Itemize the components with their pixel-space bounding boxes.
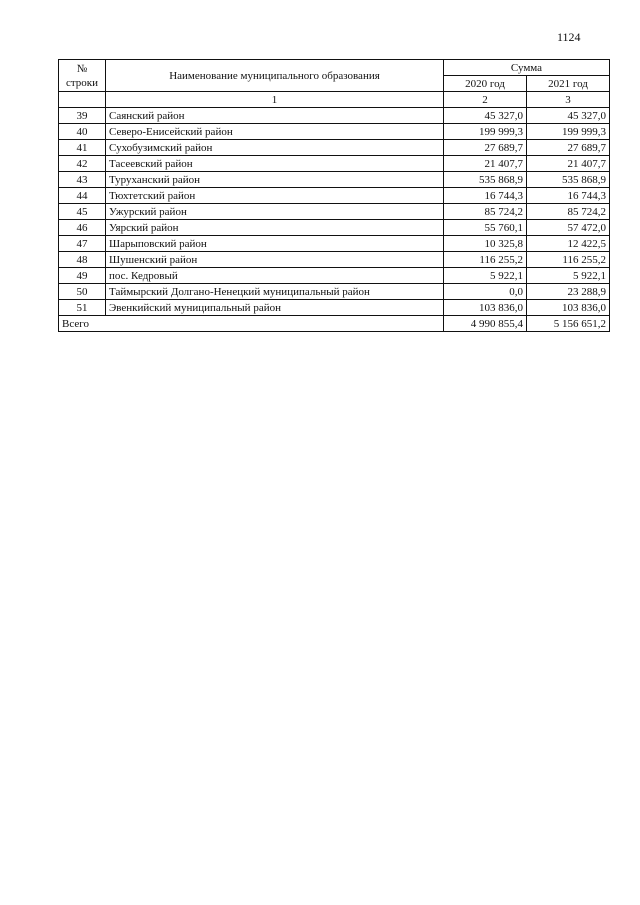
table-row <box>59 220 610 236</box>
row-amount-2020: 27 689,7 <box>444 140 527 156</box>
row-name: Уярский район <box>106 220 444 236</box>
header-num-label: строки <box>65 76 99 89</box>
total-2020: 4 990 855,4 <box>444 316 527 332</box>
row-amount-2021: 21 407,7 <box>527 156 610 172</box>
row-amount-2021: 12 422,5 <box>527 236 610 252</box>
row-number: 50 <box>59 284 106 300</box>
header-index-name: 1 <box>106 92 444 108</box>
header-num <box>59 60 106 92</box>
row-amount-2020: 0,0 <box>444 284 527 300</box>
row-number: 51 <box>59 300 106 316</box>
row-number: 44 <box>59 188 106 204</box>
row-number: 40 <box>59 124 106 140</box>
row-amount-2020: 21 407,7 <box>444 156 527 172</box>
header-index-2021: 3 <box>527 92 610 108</box>
row-number: 39 <box>59 108 106 124</box>
header-index-num <box>59 92 106 108</box>
row-number: 47 <box>59 236 106 252</box>
table-row <box>59 268 610 284</box>
row-number: 48 <box>59 252 106 268</box>
table-row <box>59 140 610 156</box>
row-amount-2020: 10 325,8 <box>444 236 527 252</box>
row-name: Северо-Енисейский район <box>106 124 444 140</box>
row-amount-2021: 535 868,9 <box>527 172 610 188</box>
header-sum: Сумма <box>444 60 610 76</box>
row-amount-2021: 5 922,1 <box>527 268 610 284</box>
table-row <box>59 204 610 220</box>
table-row <box>59 252 610 268</box>
row-amount-2020: 535 868,9 <box>444 172 527 188</box>
header-index-2020: 2 <box>444 92 527 108</box>
table-row <box>59 156 610 172</box>
row-amount-2020: 45 327,0 <box>444 108 527 124</box>
row-number: 41 <box>59 140 106 156</box>
row-amount-2021: 27 689,7 <box>527 140 610 156</box>
row-amount-2020: 199 999,3 <box>444 124 527 140</box>
header-row-top <box>59 60 610 76</box>
row-name: Ужурский район <box>106 204 444 220</box>
row-number: 45 <box>59 204 106 220</box>
table-body <box>59 108 610 316</box>
row-name: Шарыповский район <box>106 236 444 252</box>
table-row <box>59 284 610 300</box>
row-amount-2021: 103 836,0 <box>527 300 610 316</box>
row-name: Туруханский район <box>106 172 444 188</box>
total-label: Всего <box>59 316 444 332</box>
table-row <box>59 124 610 140</box>
row-amount-2021: 116 255,2 <box>527 252 610 268</box>
row-number: 42 <box>59 156 106 172</box>
row-amount-2020: 16 744,3 <box>444 188 527 204</box>
header-year-2020: 2020 год <box>444 76 527 92</box>
table-row <box>59 188 610 204</box>
row-amount-2021: 57 472,0 <box>527 220 610 236</box>
row-name: Шушенский район <box>106 252 444 268</box>
row-number: 46 <box>59 220 106 236</box>
row-number: 49 <box>59 268 106 284</box>
header-name: Наименование муниципального образования <box>106 60 444 92</box>
table-row <box>59 108 610 124</box>
row-amount-2020: 103 836,0 <box>444 300 527 316</box>
row-amount-2020: 85 724,2 <box>444 204 527 220</box>
row-name: Эвенкийский муниципальный район <box>106 300 444 316</box>
header-index-row <box>59 92 610 108</box>
total-row <box>59 316 610 332</box>
row-amount-2021: 23 288,9 <box>527 284 610 300</box>
row-name: Таймырский Долгано-Ненецкий муниципальный район <box>106 284 444 300</box>
row-amount-2021: 16 744,3 <box>527 188 610 204</box>
row-amount-2020: 116 255,2 <box>444 252 527 268</box>
row-name: Тасеевский район <box>106 156 444 172</box>
table-row <box>59 236 610 252</box>
row-name: Сухобузимский район <box>106 140 444 156</box>
table-row <box>59 300 610 316</box>
row-amount-2020: 55 760,1 <box>444 220 527 236</box>
row-name: пос. Кедровый <box>106 268 444 284</box>
table-row <box>59 172 610 188</box>
row-amount-2021: 45 327,0 <box>527 108 610 124</box>
page-number: 1124 <box>557 30 581 44</box>
header-year-2021: 2021 год <box>527 76 610 92</box>
row-name: Саянский район <box>106 108 444 124</box>
budget-table <box>58 59 610 332</box>
row-name: Тюхтетский район <box>106 188 444 204</box>
header-num-symbol: № <box>76 62 88 75</box>
row-amount-2021: 85 724,2 <box>527 204 610 220</box>
row-number: 43 <box>59 172 106 188</box>
row-amount-2020: 5 922,1 <box>444 268 527 284</box>
total-2021: 5 156 651,2 <box>527 316 610 332</box>
row-amount-2021: 199 999,3 <box>527 124 610 140</box>
